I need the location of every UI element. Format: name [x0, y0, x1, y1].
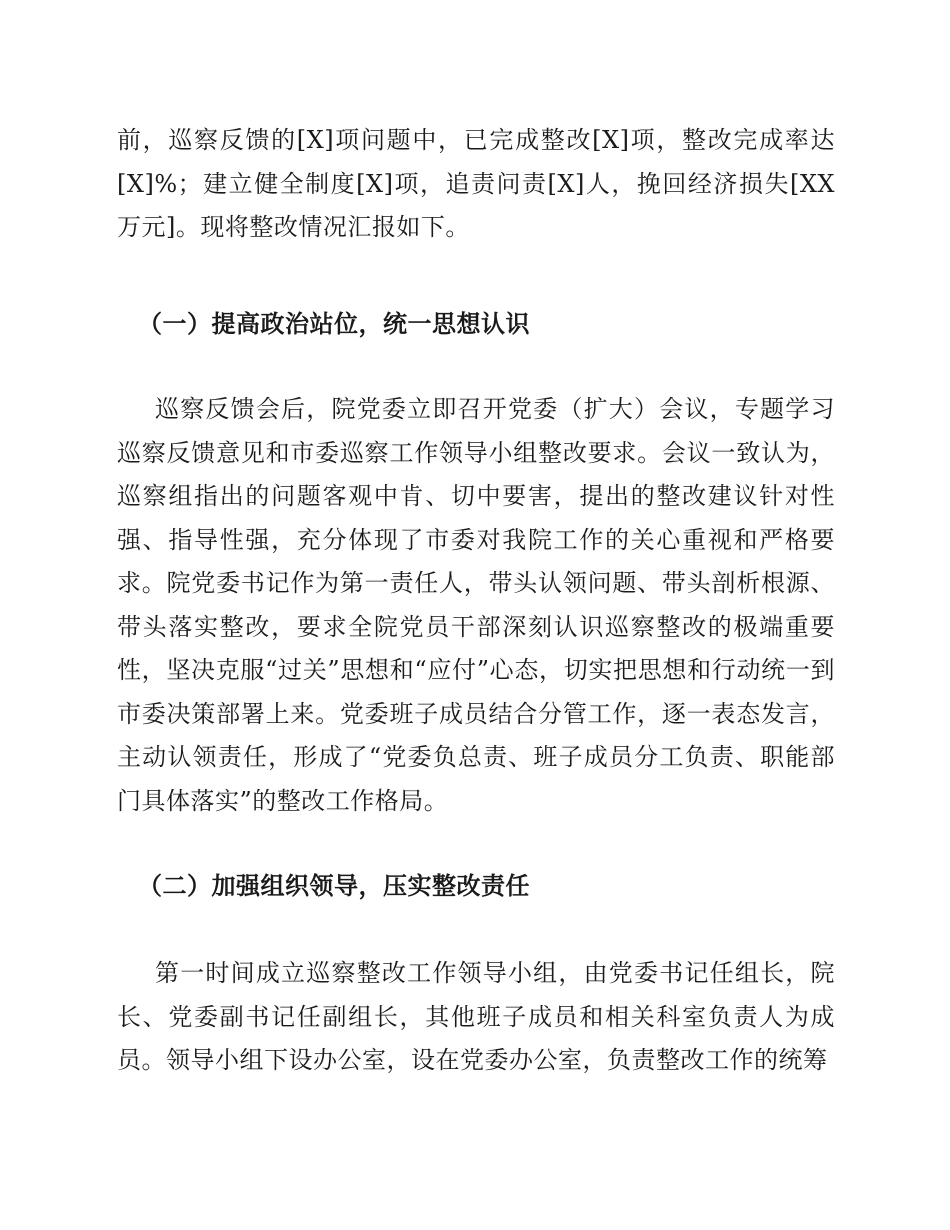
section-2-paragraph: 第一时间成立巡察整改工作领导小组，由党委书记任组长，院长、党委副书记任副组长，其他班子成员和相关科室负责人为成员。领导小组下设办公室，设在党委办公室，负责整改工作的统筹	[117, 959, 835, 1074]
section-1-paragraph: 巡察反馈会后，院党委立即召开党委（扩大）会议，专题学习巡察反馈意见和市委巡察工作领导小组整改要求。会议一致认为，巡察组指出的问题客观中肯、切中要害，提出的整改建议针对性强、指导性强，充分体现了市委对我院工作的关心重视和严格要求。院党委书记作为第一责任人，带头认领问题、带头剖析根源、带头落实整改，要求全院党员干部深刻认识巡察整改的极端重要性，坚决克服“过关”思想和“应付”心态，切实把思想和行动统一到市委决策部署上来。党委班子成员结合分管工作，逐一表态发言，主动认领责任，形成了“党委负总责、班子成员分工负责、职能部门具体落实”的整改工作格局。	[117, 395, 835, 815]
section-heading-2: （二）加强组织领导，压实整改责任	[138, 871, 530, 900]
intro-paragraph-continuation: 前，巡察反馈的[X]项问题中，已完成整改[X]项，整改完成率达[X]%；建立健全制度[X]项，追责问责[X]人，挽回经济损失[XX万元]。现将整改情况汇报如下。	[117, 126, 835, 241]
section-heading-1: （一）提高政治站位，统一思想认识	[138, 309, 530, 338]
